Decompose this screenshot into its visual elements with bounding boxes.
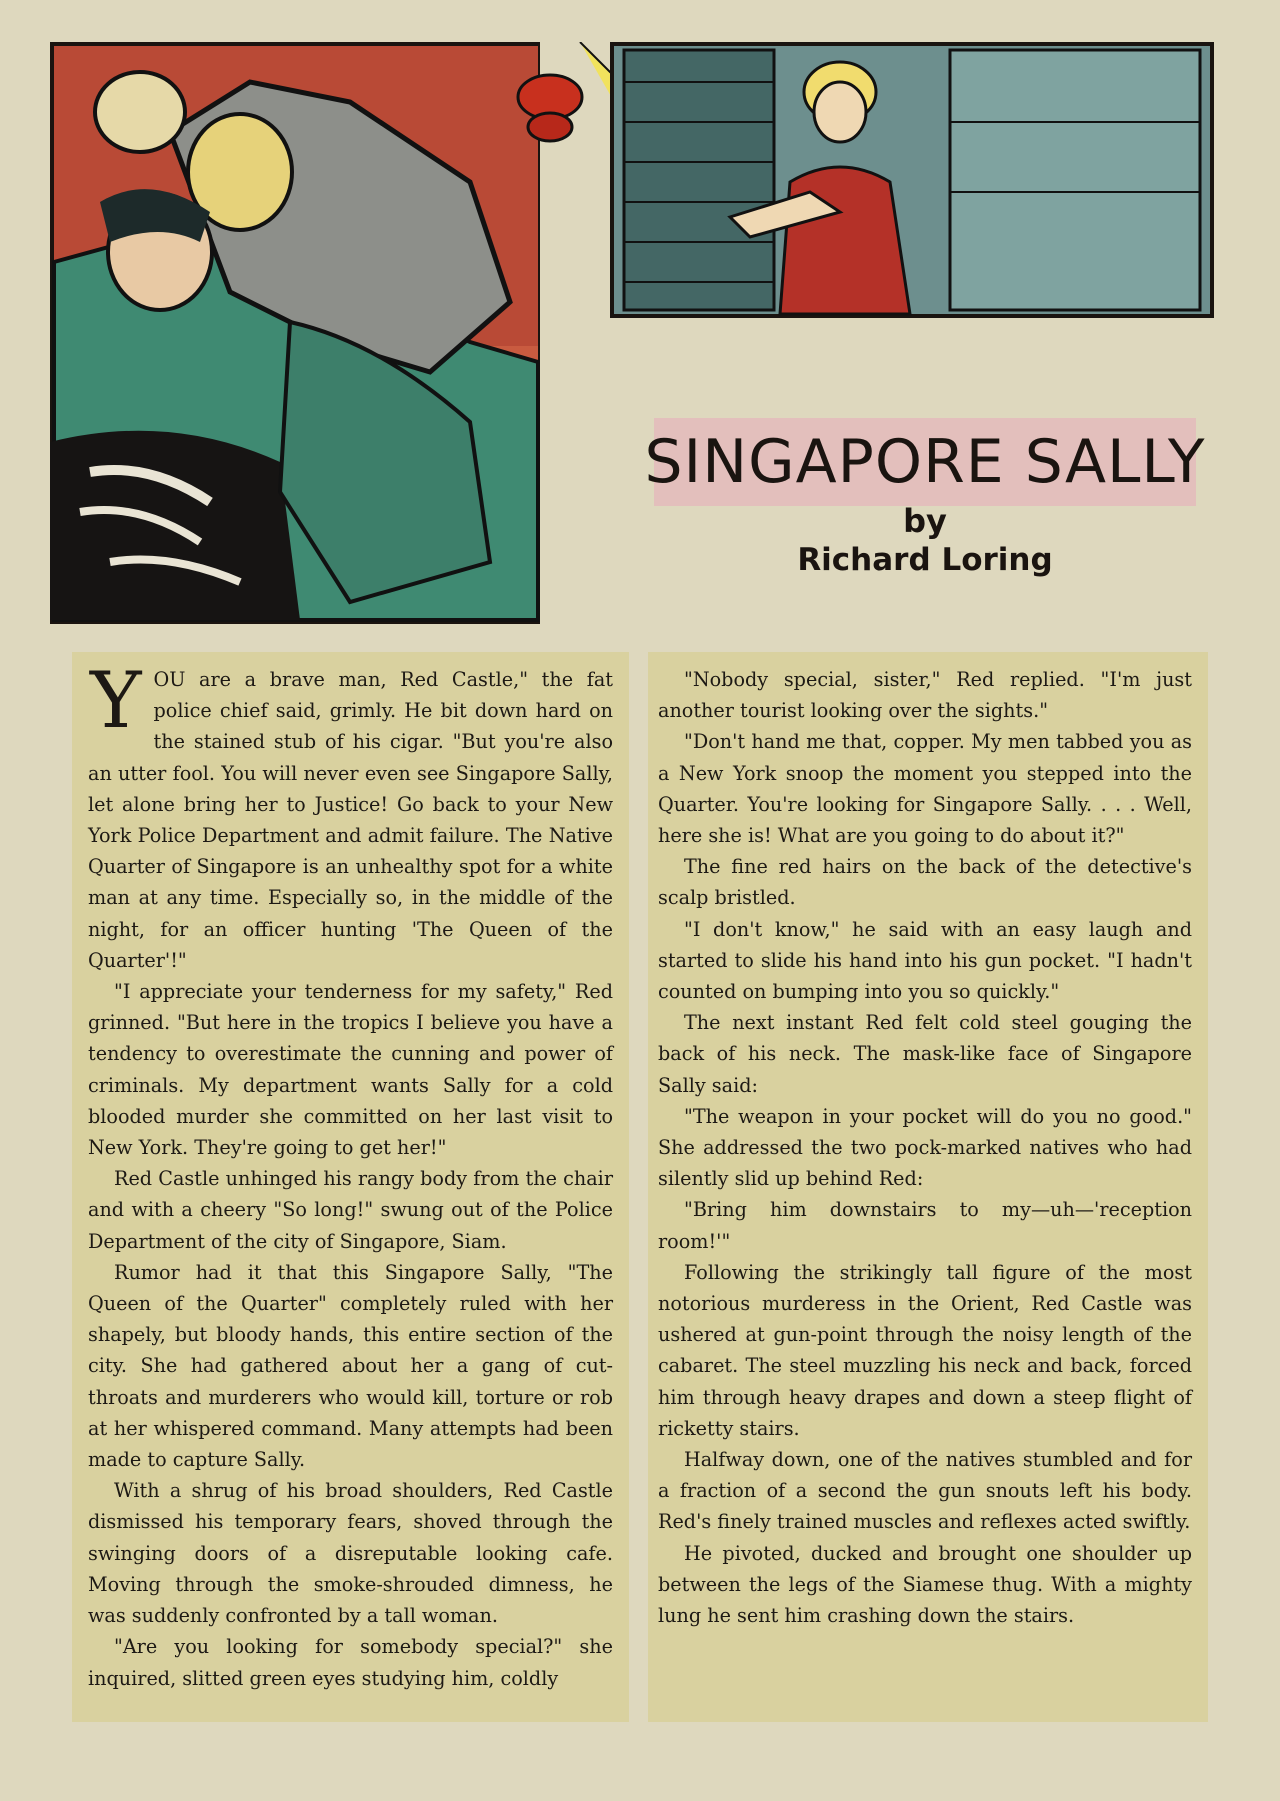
paragraph: "I appreciate your tenderness for my safety," Red grinned. "But here in the tropics I believe you have a tendency to overestimate the cunning and power of criminals. My department wants Sally for a cold blooded murder she committed on her last visit to New York. They're going to get her!" [88,980,613,1160]
paragraph: "I don't know," he said with an easy laugh and started to slide his hand into his gun pocket. "I hadn't counted on bumping into you so quickly." [658,917,1192,1004]
author-name: Richard Loring [797,542,1053,578]
paragraph: "Bring him downstairs to my—uh—'reception room!'" [658,1198,1192,1253]
paragraph: Rumor had it that this Singapore Sally, "The Queen of the Quarter" completely ruled with her shapely, but bloody hands, this entire section of the city. She had gathered about her a gang of cut-throats and murderers who would kill, torture or rob at her whispered command. Many attempts had been made to capture Sally. [88,1260,613,1472]
woman-panel [610,42,1214,318]
left-text-column [72,652,629,1722]
story-title-box [644,418,1206,506]
byline-by: by [903,502,947,540]
drop-cap: Y [90,656,142,746]
paragraph: Following the strikingly tall figure of the most notorious murderess in the Orient, Red Castle was ushered at gun-point through the noisy length of the cabaret. The steel muzzling his neck and back, forced him through heavy drapes and down a steep flight of ricketty stairs. [658,1260,1192,1440]
paragraph: The fine red hairs on the back of the detective's scalp bristled. [658,855,1192,910]
paragraph: "Don't hand me that, copper. My men tabbed you as a New York snoop the moment you stepped into the Quarter. You're looking for Singapore Sally. . . . Well, here she is! What are you going to do about it?" [658,730,1192,848]
paragraph: "Are you looking for somebody special?" she inquired, slitted green eyes studying him, coldly [88,1635,613,1690]
opening-paragraph-text: OU are a brave man, Red Castle," the fat police chief said, grimly. He bit down hard on the stained stub of his cigar. "But you're also an utter fool. You will never even see Singapore Sally, let alone bring her to Justice! Go back to your New York Police Department and admit failure. The Native Quarter of Singapore is an unhealthy spot for a white man at any time. Especially so, in the middle of the night, for an officer hunting 'The Queen of the Quarter'!" [88,668,613,972]
paragraph: Red Castle unhinged his rangy body from the chair and with a cheery "So long!" swung out of the Police Department of the city of Singapore, Siam. [88,1167,613,1253]
right-text-column [648,652,1208,1722]
opening-paragraph [88,656,613,976]
paragraph: With a shrug of his broad shoulders, Red Castle dismissed his temporary fears, shoved through the swinging doors of a disreputable looking cafe. Moving through the smoke-shrouded dimness, he was suddenly confronted by a tall woman. [88,1479,613,1628]
story-title: SINGAPORE SALLY [644,427,1206,497]
paragraph: "The weapon in your pocket will do you no good." She addressed the two pock-marked natives who had silently slid up behind Red: [658,1104,1192,1191]
paragraph: Halfway down, one of the natives stumbled and for a fraction of a second the gun snouts left his body. Red's finely trained muscles and reflexes acted swiftly. [658,1448,1192,1534]
paragraph: He pivoted, ducked and brought one shoulder up between the legs of the Siamese thug. With a mighty lung he sent him crashing down the stairs. [658,1541,1192,1628]
struggle-panel [50,42,540,624]
paragraph: "Nobody special, sister," Red replied. "I'm just another tourist looking over the sights." [658,668,1192,723]
paragraph: The next instant Red felt cold steel gouging the back of his neck. The mask-like face of Singapore Sally said: [658,1011,1192,1097]
